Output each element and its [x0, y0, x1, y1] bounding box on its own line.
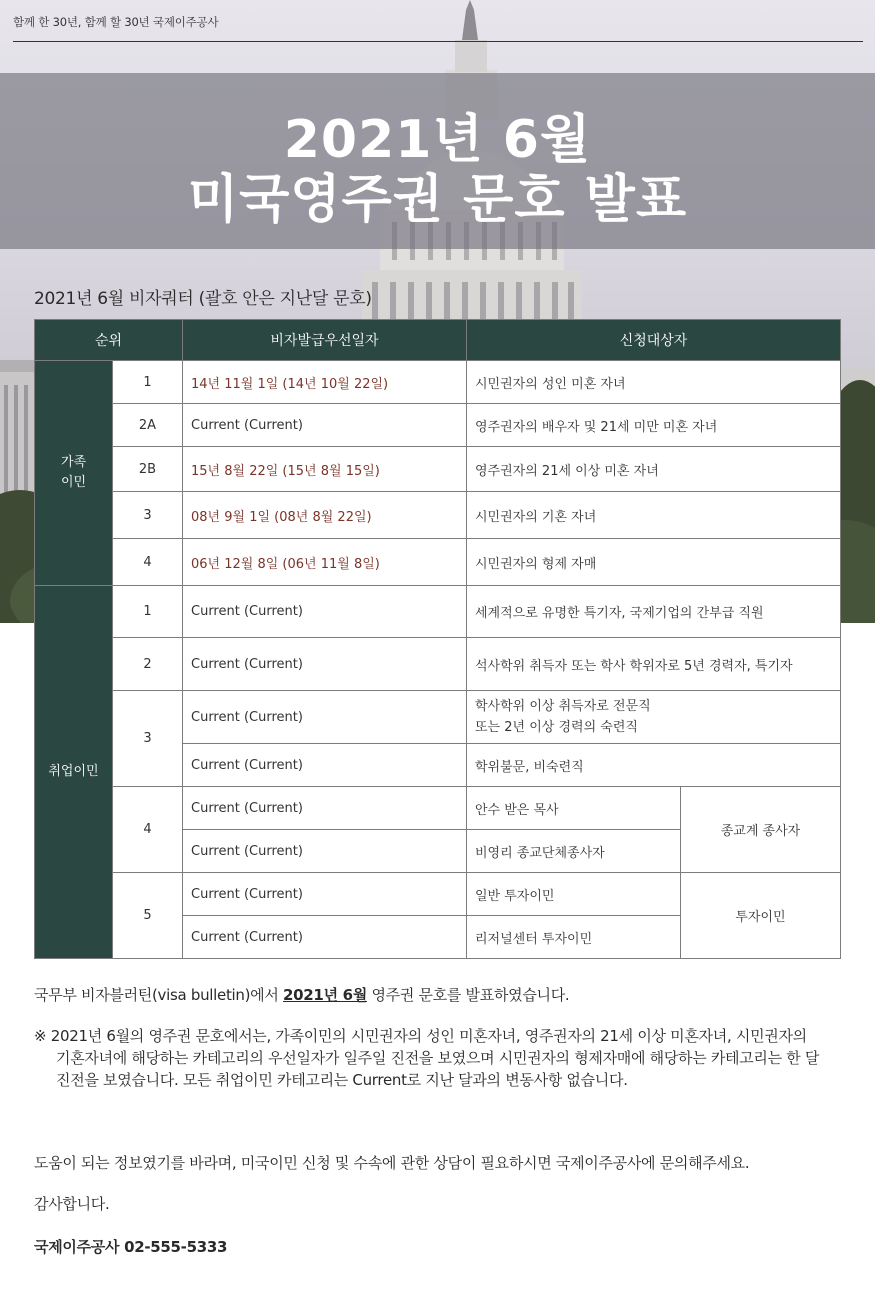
date-cell: 06년 12월 8일 (06년 11월 8일)	[183, 539, 467, 586]
thanks-text: 감사합니다.	[34, 1195, 110, 1213]
rank-cell: 5	[113, 873, 183, 959]
target-cell: 영주권자의 배우자 및 21세 미만 미혼 자녀	[467, 404, 841, 447]
target-cell: 리저널센터 투자이민	[467, 916, 681, 959]
header-divider	[13, 41, 863, 42]
family-group-label	[35, 361, 113, 586]
rank-cell: 1	[113, 361, 183, 404]
target-cell: 세계적으로 유명한 특기자, 국제기업의 간부급 직원	[467, 586, 841, 638]
page-title-line1: 2021년 6월	[283, 110, 592, 170]
date-cell: Current (Current)	[183, 638, 467, 691]
rank-cell: 4	[113, 539, 183, 586]
target-cell: 시민권자의 형제 자매	[467, 539, 841, 586]
table-row	[35, 691, 841, 744]
target-cell: 영주권자의 21세 이상 미혼 자녀	[467, 447, 841, 492]
table-row	[35, 404, 841, 447]
date-cell: Current (Current)	[183, 586, 467, 638]
family-label-line2: 이민	[60, 475, 87, 490]
rank-cell: 1	[113, 586, 183, 638]
announcement-paragraph	[34, 984, 569, 1005]
date-cell: Current (Current)	[183, 873, 467, 916]
table-row	[35, 586, 841, 638]
target-cell: 시민권자의 기혼 자녀	[467, 492, 841, 539]
table-row	[35, 447, 841, 492]
announcement-text-end: 영주권 문호를 발표하였습니다.	[367, 986, 570, 1004]
table-row	[35, 539, 841, 586]
table-row	[35, 492, 841, 539]
visa-bulletin-table	[34, 319, 841, 959]
target-cell: 비영리 종교단체종사자	[467, 830, 681, 873]
table-row	[35, 638, 841, 691]
target-cell: 일반 투자이민	[467, 873, 681, 916]
table-row	[35, 787, 841, 830]
table-subtitle: 2021년 6월 비자쿼터 (괄호 안은 지난달 문호)	[34, 289, 372, 309]
header-rank: 순위	[35, 320, 183, 361]
header-tagline: 함께 한 30년, 함께 할 30년 국제이주공사	[13, 15, 219, 29]
table-header-row	[35, 320, 841, 361]
target-line1: 학사학위 이상 취득자로 전문직	[475, 699, 651, 714]
target-cell: 학위불문, 비숙련직	[467, 744, 841, 787]
date-cell: 08년 9월 1일 (08년 8월 22일)	[183, 492, 467, 539]
target-cell: 안수 받은 목사	[467, 787, 681, 830]
rank-cell: 2	[113, 638, 183, 691]
company-contact: 국제이주공사 02-555-5333	[34, 1238, 228, 1256]
table-row	[35, 361, 841, 404]
date-cell: Current (Current)	[183, 830, 467, 873]
date-cell: Current (Current)	[183, 787, 467, 830]
rank-cell: 4	[113, 787, 183, 873]
target-cell	[467, 691, 841, 744]
subgroup-cell: 투자이민	[681, 873, 841, 959]
date-cell: Current (Current)	[183, 404, 467, 447]
header-priority-date: 비자발급우선일자	[183, 320, 467, 361]
date-cell: Current (Current)	[183, 916, 467, 959]
summary-note: ※ 2021년 6월의 영주권 문호에서는, 가족이민의 시민권자의 성인 미혼자녀, 영주권자의 21세 이상 미혼자녀, 시민권자의 기혼자녀에 해당하는 카테고리의 우선일자가 일주일 진전을 보였으며 시민권자의 형제자매에 해당하는 카테고리는 한 달 진전을 보였습니다. 모든 취업이민 카테고리는 Current로 지난 달과의 변동사항 없습니다.	[34, 1027, 820, 1089]
target-line2: 또는 2년 이상 경력의 숙련직	[475, 720, 638, 735]
rank-cell: 3	[113, 691, 183, 787]
rank-cell: 2A	[113, 404, 183, 447]
header-applicant: 신청대상자	[467, 320, 841, 361]
rank-cell: 2B	[113, 447, 183, 492]
contact-paragraph: 도움이 되는 정보였기를 바라며, 미국이민 신청 및 수속에 관한 상담이 필요하시면 국제이주공사에 문의해주세요.	[34, 1154, 750, 1172]
subgroup-cell: 종교계 종사자	[681, 787, 841, 873]
target-cell: 시민권자의 성인 미혼 자녀	[467, 361, 841, 404]
employment-group-label: 취업이민	[35, 586, 113, 959]
date-cell: Current (Current)	[183, 744, 467, 787]
announcement-text: 국무부 비자블러틴(visa bulletin)에서	[34, 986, 284, 1004]
rank-cell: 3	[113, 492, 183, 539]
target-cell: 석사학위 취득자 또는 학사 학위자로 5년 경력자, 특기자	[467, 638, 841, 691]
date-cell: 14년 11월 1일 (14년 10월 22일)	[183, 361, 467, 404]
table-row	[35, 873, 841, 916]
date-cell: Current (Current)	[183, 691, 467, 744]
page-title-line2: 미국영주권 문호 발표	[187, 170, 688, 230]
date-cell: 15년 8월 22일 (15년 8월 15일)	[183, 447, 467, 492]
announcement-highlight: 2021년 6월	[283, 986, 368, 1004]
family-label-line1: 가족	[60, 455, 87, 470]
